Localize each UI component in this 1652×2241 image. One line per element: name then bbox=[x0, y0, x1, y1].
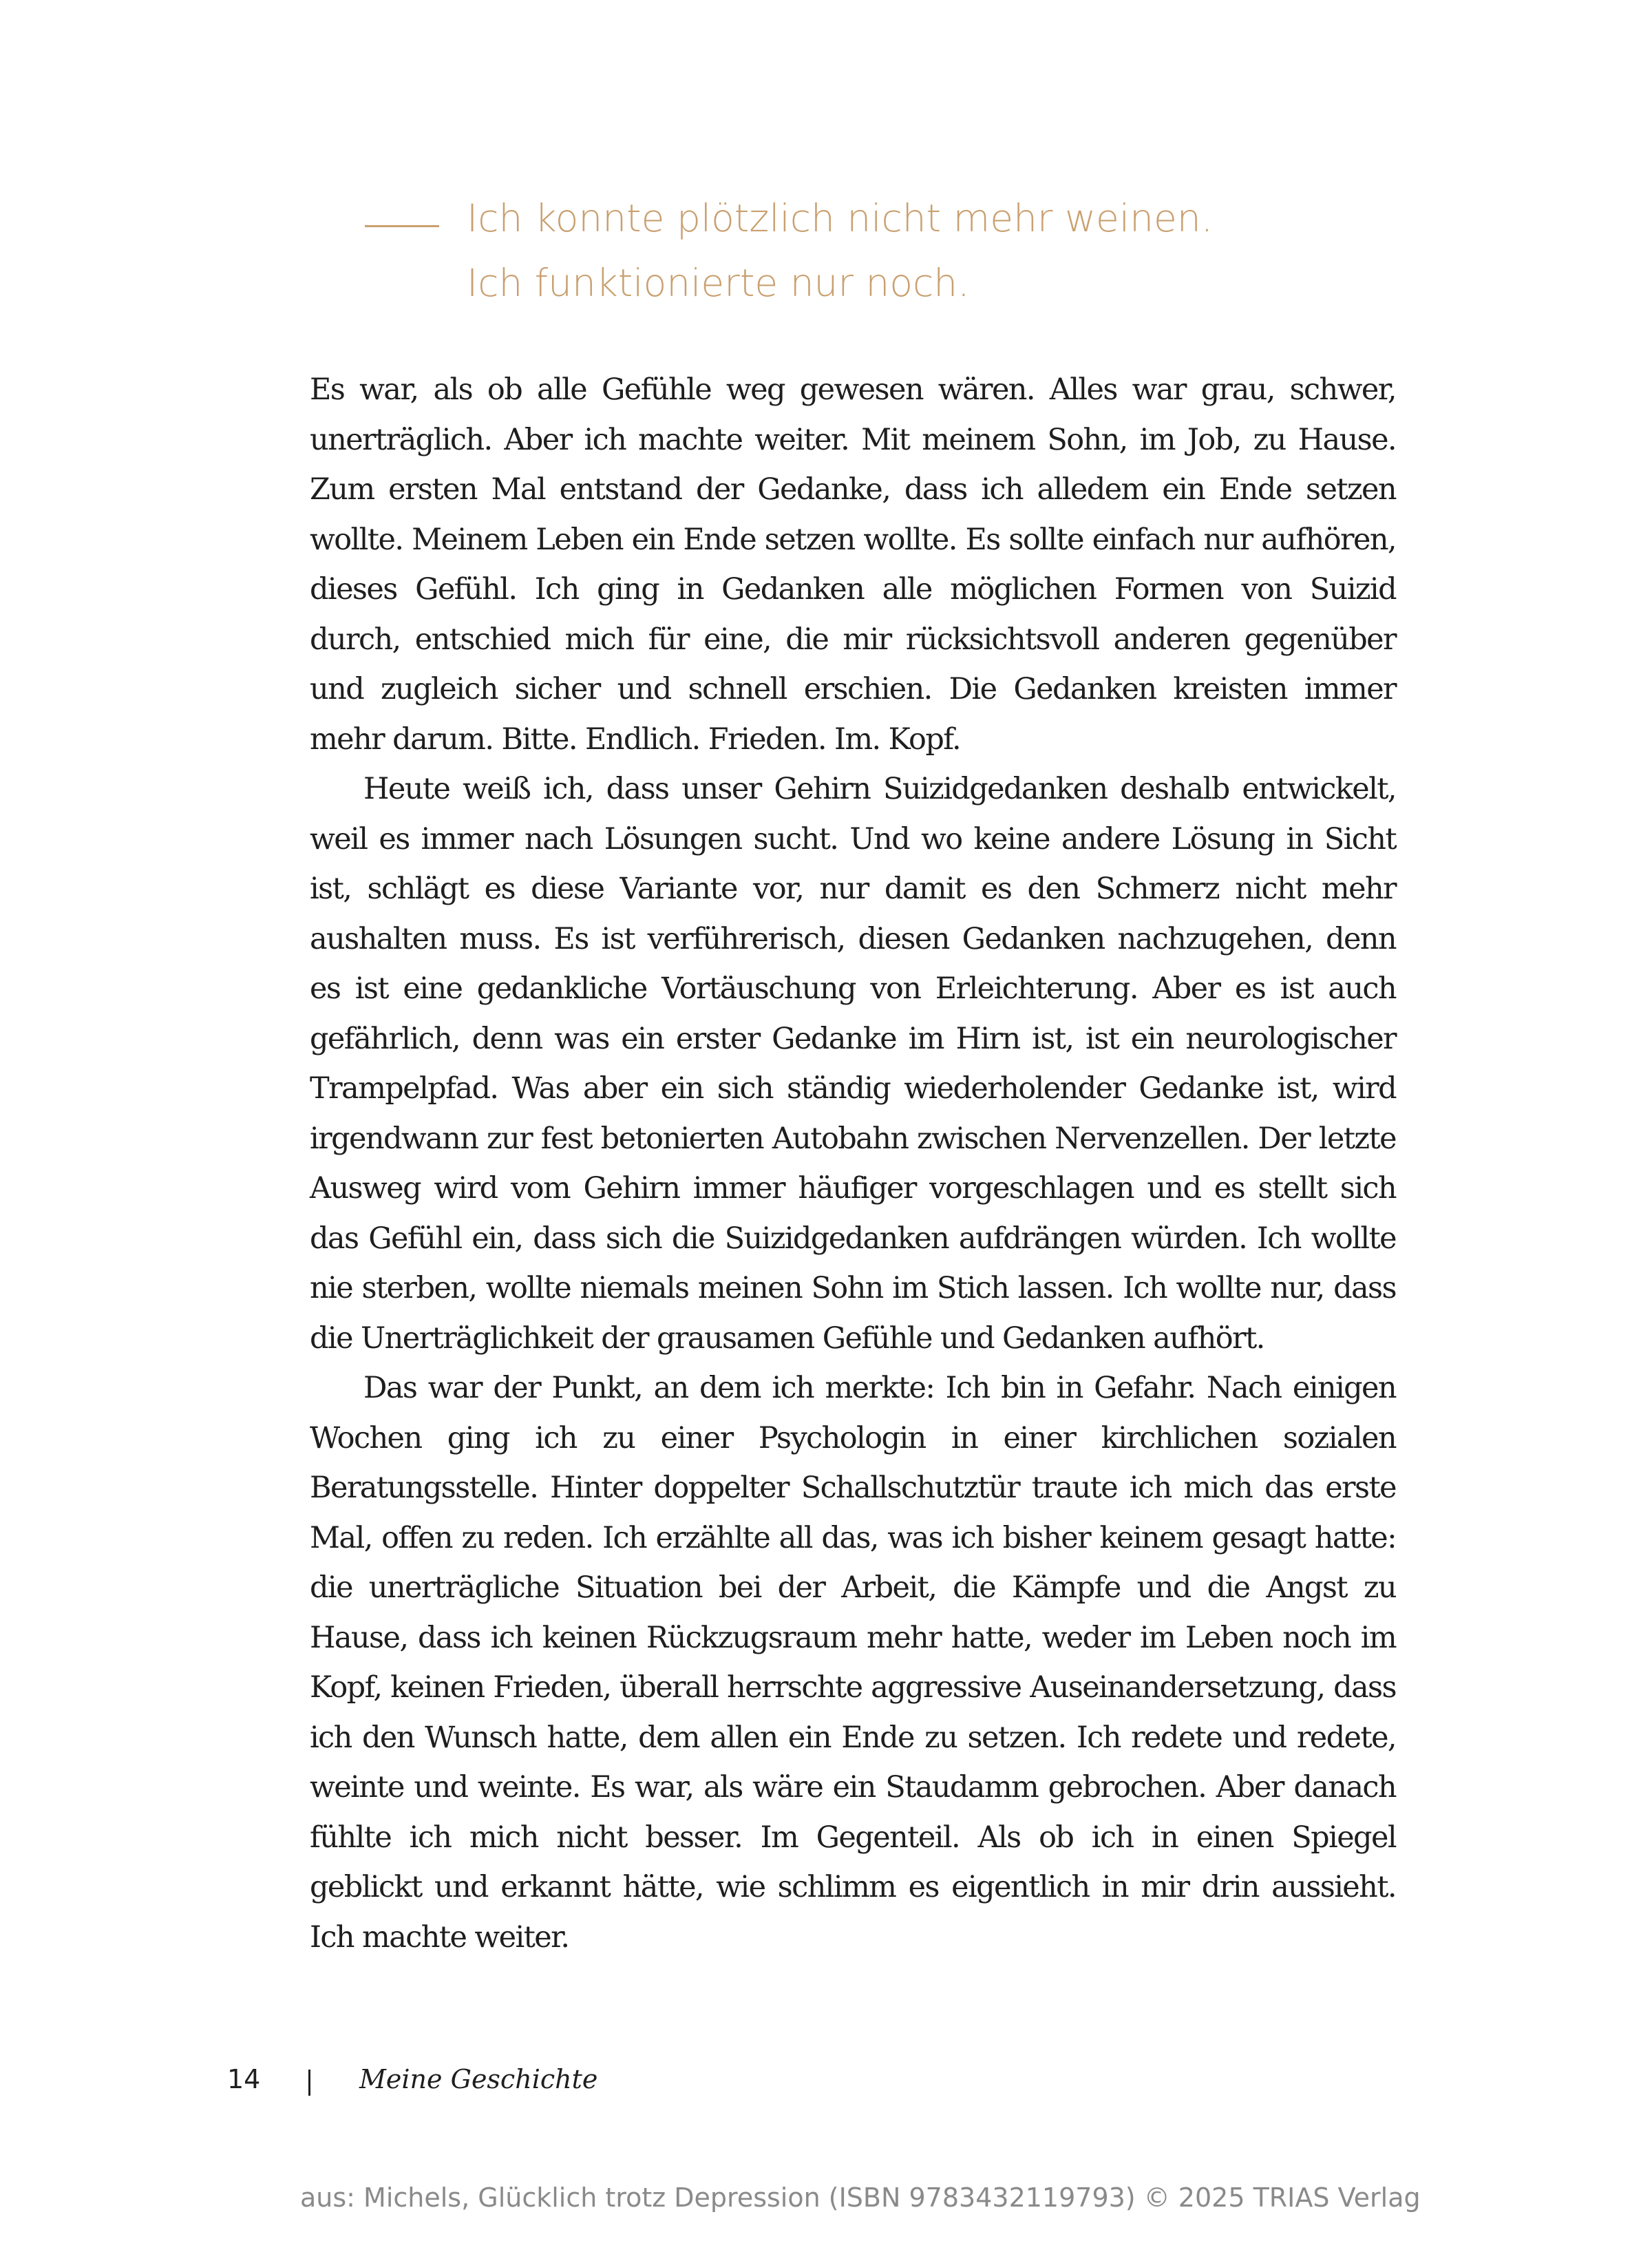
body-text bbox=[310, 365, 1396, 1962]
paragraph-2: Heute weiß ich, dass unser Gehirn Suizidgedanken deshalb entwickelt, weil es immer nach Lösungen sucht. Und wo keine andere Lösung in Sicht ist, schlägt es diese Variante vor, nur damit es den Schmerz nicht mehr aushalten muss. Es ist verführerisch, diesen Gedanken nachzugehen, denn es ist eine gedankliche Vortäuschung von Erleichterung. Aber es ist auch gefährlich, denn was ein erster Gedanke im Hirn ist, ist ein neurologischer Trampelpfad. Was aber ein sich ständig wiederholender Gedanke ist, wird irgendwann zur fest betonierten Autobahn zwischen Nervenzellen. Der letzte Ausweg wird vom Gehirn immer häufiger vorgeschlagen und es stellt sich das Gefühl ein, dass sich die Suizidgedanken aufdrängen würden. Ich wollte nie sterben, wollte niemals meinen Sohn im Stich lassen. Ich wollte nur, dass die Unerträglichkeit der grausamen Gefühle und Gedanken aufhört. bbox=[310, 772, 1396, 1356]
source-credit: aus: Michels, Glücklich trotz Depression (ISBN 9783432119793) © 2025 TRIAS Verlag bbox=[300, 2182, 1421, 2213]
footer-divider bbox=[308, 2070, 310, 2096]
quote-line-1: Ich konnte plötzlich nicht mehr weinen. bbox=[467, 196, 1214, 240]
running-title: Meine Geschichte bbox=[359, 2064, 598, 2094]
paragraph-1: Es war, als ob alle Gefühle weg gewesen wären. Alles war grau, schwer, unerträglich. Aber ich machte weiter. Mit meinem Sohn, im Job, zu Hause. Zum ersten Mal entstand der Gedanke, dass ich alledem ein Ende setzen wollte. Meinem Leben ein Ende setzen wollte. Es sollte einfach nur aufhören, dieses Gefühl. Ich ging in Gedanken alle möglichen Formen von Suizid durch, entschied mich für eine, die mir rücksichtsvoll anderen gegenüber und zugleich sicher und schnell erschien. Die Gedanken kreisten immer mehr darum. Bitte. Endlich. Frieden. Im. Kopf. bbox=[310, 372, 1396, 757]
paragraph-3: Das war der Punkt, an dem ich merkte: Ich bin in Gefahr. Nach einigen Wochen ging ich zu einer Psychologin in einer kirchlichen sozialen Beratungsstelle. Hinter doppelter Schallschutztür traute ich mich das erste Mal, offen zu reden. Ich erzählte all das, was ich bisher keinem gesagt hatte: die unerträgliche Situation bei der Arbeit, die Kämpfe und die Angst zu Hause, dass ich keinen Rückzugsraum mehr hatte, weder im Leben noch im Kopf, keinen Frieden, überall herrschte aggressive Auseinandersetzung, dass ich den Wunsch hatte, dem allen ein Ende zu setzen. Ich redete und redete, weinte und weinte. Es war, als wäre ein Staudamm gebrochen. Aber danach fühlte ich mich nicht besser. Im Gegenteil. Als ob ich in einen Spiegel geblickt und erkannt hätte, wie schlimm es eigentlich in mir drin aussieht. Ich machte weiter. bbox=[310, 1371, 1396, 1955]
quote-line-2: Ich funktionierte nur noch. bbox=[467, 261, 970, 305]
quote-dash bbox=[365, 225, 439, 227]
page-number: 14 bbox=[227, 2064, 261, 2094]
